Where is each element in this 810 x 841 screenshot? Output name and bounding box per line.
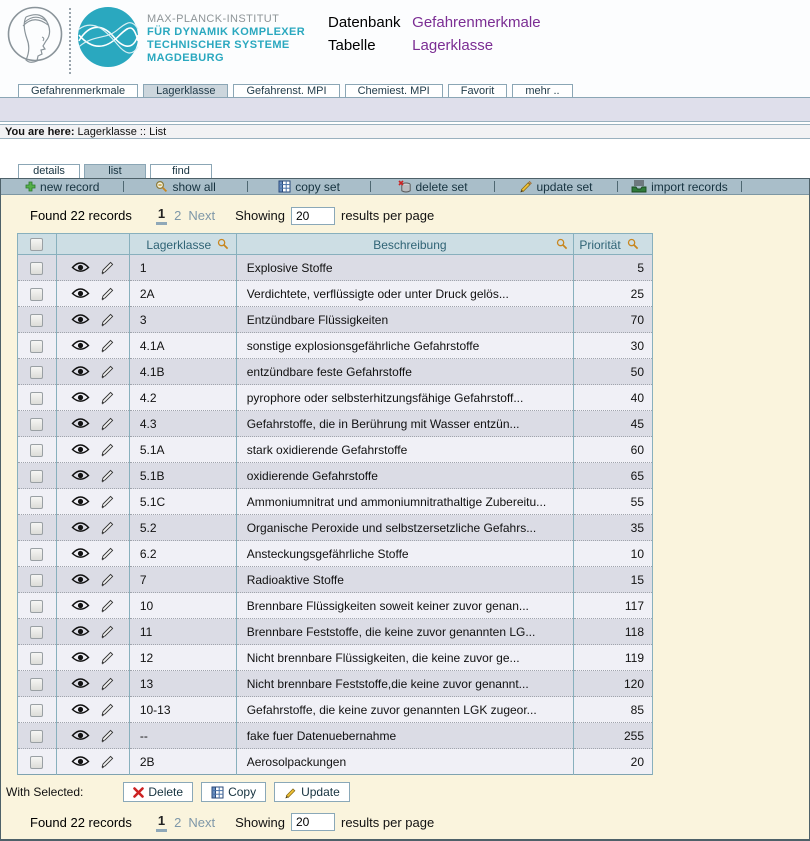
table-row (18, 567, 653, 593)
row-checkbox[interactable] (30, 288, 43, 301)
row-checkbox[interactable] (30, 704, 43, 717)
cell-prioritaet: 85 (574, 697, 653, 723)
row-checkbox[interactable] (30, 652, 43, 665)
table-row (18, 307, 653, 333)
view-icon[interactable] (71, 418, 90, 429)
edit-icon[interactable] (100, 339, 114, 353)
view-icon[interactable] (71, 730, 90, 741)
edit-icon[interactable] (100, 521, 114, 535)
view-icon[interactable] (71, 314, 90, 325)
tab-lagerklasse[interactable]: Lagerklasse (143, 84, 228, 97)
row-checkbox[interactable] (30, 548, 43, 561)
tab-chemiest-mpi[interactable]: Chemiest. MPI (345, 84, 443, 97)
cell-beschreibung: Verdichtete, verflüssigte oder unter Druck gelös... (236, 281, 573, 307)
edit-icon[interactable] (100, 313, 114, 327)
tab-gefahrenst-mpi[interactable]: Gefahrenst. MPI (233, 84, 339, 97)
table-tabs (0, 84, 810, 98)
table-grid-icon (278, 180, 291, 193)
row-checkbox[interactable] (30, 730, 43, 743)
breadcrumb-path: Lagerklasse :: List (74, 126, 167, 138)
row-checkbox[interactable] (30, 314, 43, 327)
search-icon[interactable] (217, 238, 229, 250)
cell-lagerklasse: 5.2 (129, 515, 236, 541)
view-icon[interactable] (71, 522, 90, 533)
cell-prioritaet: 255 (574, 723, 653, 749)
plus-icon (25, 181, 36, 192)
edit-icon[interactable] (100, 599, 114, 613)
datenbank-label: Datenbank (328, 14, 401, 31)
actions-column-header (56, 234, 129, 255)
view-icon[interactable] (71, 678, 90, 689)
view-icon[interactable] (71, 444, 90, 455)
cell-beschreibung: sonstige explosionsgefährliche Gefahrstoffe (236, 333, 573, 359)
row-checkbox[interactable] (30, 444, 43, 457)
row-checkbox[interactable] (30, 340, 43, 353)
with-selected-label: With Selected: (6, 785, 84, 799)
table-row (18, 463, 653, 489)
cell-lagerklasse: 10-13 (129, 697, 236, 723)
institute-line: FÜR DYNAMIK KOMPLEXER (147, 26, 306, 38)
results-per-page-input[interactable] (291, 813, 335, 831)
cell-prioritaet: 20 (574, 749, 653, 775)
trash-icon (398, 180, 412, 194)
view-icon[interactable] (71, 366, 90, 377)
magnifier-minus-icon (155, 180, 168, 193)
show-all-button[interactable]: show all (124, 179, 246, 194)
cell-lagerklasse: 5.1B (129, 463, 236, 489)
max-planck-minerva-logo (6, 4, 64, 64)
cell-prioritaet: 60 (574, 437, 653, 463)
edit-icon[interactable] (100, 495, 114, 509)
page-2-link[interactable]: 2 (174, 814, 182, 830)
view-icon[interactable] (71, 574, 90, 585)
copy-selected-button[interactable]: Copy (201, 782, 266, 802)
cell-prioritaet: 118 (574, 619, 653, 645)
table-row (18, 359, 653, 385)
cell-prioritaet: 55 (574, 489, 653, 515)
view-icon[interactable] (71, 600, 90, 611)
table-row (18, 697, 653, 723)
cell-prioritaet: 5 (574, 255, 653, 281)
cell-beschreibung: Gefahrstoffe, die in Berührung mit Wasser entzün... (236, 411, 573, 437)
cell-lagerklasse: 4.1A (129, 333, 236, 359)
list-content (1, 195, 809, 839)
view-icon[interactable] (71, 288, 90, 299)
cell-lagerklasse: 5.1C (129, 489, 236, 515)
edit-icon[interactable] (100, 287, 114, 301)
cell-prioritaet: 50 (574, 359, 653, 385)
cell-beschreibung: Nicht brennbare Flüssigkeiten, die keine zuvor ge... (236, 645, 573, 671)
subtab-details[interactable]: details (18, 164, 80, 178)
row-checkbox[interactable] (30, 522, 43, 535)
import-tray-icon (631, 180, 647, 193)
cell-beschreibung: Organische Peroxide und selbstzersetzliche Gefahrs... (236, 515, 573, 541)
delete-set-button[interactable]: delete set (371, 179, 493, 194)
results-per-page-label: results per page (340, 814, 435, 830)
cell-lagerklasse: 4.1B (129, 359, 236, 385)
cell-lagerklasse: 6.2 (129, 541, 236, 567)
table-row (18, 749, 653, 775)
cell-lagerklasse: 5.1A (129, 437, 236, 463)
row-checkbox[interactable] (30, 366, 43, 379)
cell-prioritaet: 15 (574, 567, 653, 593)
cell-beschreibung: Radioaktive Stoffe (236, 567, 573, 593)
row-checkbox[interactable] (30, 626, 43, 639)
institute-name (147, 13, 305, 65)
pagination-top (1, 195, 809, 227)
row-checkbox[interactable] (30, 470, 43, 483)
subtab-find[interactable]: find (150, 164, 212, 178)
cell-lagerklasse: 10 (129, 593, 236, 619)
row-checkbox[interactable] (30, 496, 43, 509)
institute-line: MAGDEBURG (147, 52, 224, 64)
cell-prioritaet: 65 (574, 463, 653, 489)
cell-beschreibung: Explosive Stoffe (236, 255, 573, 281)
next-page-link[interactable]: Next (188, 814, 216, 830)
table-grid-icon (211, 786, 224, 799)
table-header-row (18, 234, 653, 255)
row-checkbox[interactable] (30, 756, 43, 769)
update-set-button[interactable]: update set (495, 179, 617, 194)
spacer (0, 139, 810, 163)
tab-favorit[interactable]: Favorit (448, 84, 508, 97)
cell-prioritaet: 120 (574, 671, 653, 697)
with-selected-bar (6, 782, 809, 802)
edit-icon[interactable] (100, 703, 114, 717)
cell-prioritaet: 10 (574, 541, 653, 567)
row-checkbox[interactable] (30, 418, 43, 431)
column-header-prioritaet: Priorität (579, 237, 621, 252)
showing-label: Showing (235, 814, 285, 830)
table-row (18, 281, 653, 307)
breadcrumb-prefix: You are here: (5, 126, 75, 138)
view-icon[interactable] (71, 262, 90, 273)
view-subtabs (0, 163, 810, 178)
actions-toolbar (1, 178, 809, 195)
cell-beschreibung: Ammoniumnitrat und ammoniumnitrathaltige Zubereitu... (236, 489, 573, 515)
update-selected-button[interactable]: Update (274, 782, 350, 802)
edit-icon[interactable] (100, 573, 114, 587)
select-all-checkbox[interactable] (30, 238, 43, 251)
view-icon[interactable] (71, 392, 90, 403)
table-row (18, 515, 653, 541)
red-x-icon (133, 787, 144, 798)
tabelle-label: Tabelle (328, 37, 376, 54)
row-checkbox[interactable] (30, 392, 43, 405)
record-count: Found 22 records (30, 208, 132, 223)
cell-prioritaet: 25 (574, 281, 653, 307)
edit-icon[interactable] (100, 261, 114, 275)
tab-body-band (0, 98, 810, 122)
table-row (18, 541, 653, 567)
cell-prioritaet: 30 (574, 333, 653, 359)
page-current: 1 (156, 813, 167, 832)
breadcrumb (0, 124, 810, 139)
edit-icon[interactable] (100, 677, 114, 691)
institute-wave-logo (77, 6, 139, 68)
row-checkbox[interactable] (30, 678, 43, 691)
new-record-button[interactable]: new record (1, 179, 123, 194)
results-per-page-input[interactable] (291, 207, 335, 225)
cell-prioritaet: 35 (574, 515, 653, 541)
header-divider (69, 8, 71, 74)
cell-beschreibung: oxidierende Gefahrstoffe (236, 463, 573, 489)
pagination-bottom (1, 810, 809, 834)
edit-icon[interactable] (100, 547, 114, 561)
cell-lagerklasse: 1 (129, 255, 236, 281)
record-count: Found 22 records (30, 814, 132, 830)
edit-icon[interactable] (100, 417, 114, 431)
cell-prioritaet: 40 (574, 385, 653, 411)
cell-beschreibung: Gefahrstoffe, die keine zuvor genannten LGK zugeor... (236, 697, 573, 723)
database-link[interactable]: Gefahrenmerkmale (412, 14, 541, 31)
cell-beschreibung: stark oxidierende Gefahrstoffe (236, 437, 573, 463)
search-icon[interactable] (556, 238, 568, 250)
cell-prioritaet: 45 (574, 411, 653, 437)
cell-lagerklasse: 12 (129, 645, 236, 671)
toolbar-separator (741, 181, 742, 192)
cell-lagerklasse: -- (129, 723, 236, 749)
delete-selected-button[interactable]: Delete (123, 782, 193, 802)
column-header-beschreibung: Beschreibung (373, 237, 447, 252)
table-body (18, 255, 653, 775)
view-icon[interactable] (71, 548, 90, 559)
cell-lagerklasse: 13 (129, 671, 236, 697)
table-row (18, 411, 653, 437)
column-header-lagerklasse: Lagerklasse (146, 237, 212, 252)
table-row (18, 489, 653, 515)
results-per-page-label: results per page (340, 208, 435, 223)
table-row (18, 333, 653, 359)
edit-icon[interactable] (100, 651, 114, 665)
pencil-icon (519, 180, 532, 193)
cell-beschreibung: Brennbare Feststoffe, die keine zuvor genannten LG... (236, 619, 573, 645)
table-link[interactable]: Lagerklasse (412, 37, 494, 54)
cell-lagerklasse: 2B (129, 749, 236, 775)
view-icon[interactable] (71, 704, 90, 715)
cell-prioritaet: 70 (574, 307, 653, 333)
edit-icon[interactable] (100, 729, 114, 743)
cell-beschreibung: Aerosolpackungen (236, 749, 573, 775)
cell-beschreibung: Ansteckungsgefährliche Stoffe (236, 541, 573, 567)
table-row (18, 385, 653, 411)
tab-gefahrenmerkmale[interactable]: Gefahrenmerkmale (18, 84, 138, 97)
institute-line: TECHNISCHER SYSTEME (147, 39, 290, 51)
edit-icon[interactable] (100, 443, 114, 457)
row-checkbox[interactable] (30, 262, 43, 275)
row-checkbox[interactable] (30, 600, 43, 613)
cell-beschreibung: Entzündbare Flüssigkeiten (236, 307, 573, 333)
edit-icon[interactable] (100, 391, 114, 405)
tab-mehr[interactable]: mehr .. (512, 84, 572, 97)
pencil-icon (284, 786, 297, 799)
cell-beschreibung: Nicht brennbare Feststoffe,die keine zuvor genannt... (236, 671, 573, 697)
edit-icon[interactable] (100, 755, 114, 769)
table-row (18, 671, 653, 697)
table-row (18, 255, 653, 281)
next-page-link[interactable]: Next (188, 208, 216, 223)
table-row (18, 723, 653, 749)
cell-beschreibung: Brennbare Flüssigkeiten soweit keiner zuvor genan... (236, 593, 573, 619)
view-icon[interactable] (71, 340, 90, 351)
import-records-button[interactable]: import records (618, 179, 740, 194)
cell-beschreibung: pyrophore oder selbsterhitzungsfähige Gefahrstoff... (236, 385, 573, 411)
search-icon[interactable] (627, 238, 639, 250)
cell-beschreibung: entzündbare feste Gefahrstoffe (236, 359, 573, 385)
view-icon[interactable] (71, 470, 90, 481)
cell-beschreibung: fake fuer Datenuebernahme (236, 723, 573, 749)
view-icon[interactable] (71, 496, 90, 507)
app-header (0, 0, 810, 84)
table-row (18, 437, 653, 463)
row-checkbox[interactable] (30, 574, 43, 587)
edit-icon[interactable] (100, 469, 114, 483)
page-current: 1 (156, 206, 167, 225)
page-2-link[interactable]: 2 (174, 208, 182, 223)
copy-set-button[interactable]: copy set (248, 179, 370, 194)
subtab-list[interactable]: list (84, 164, 146, 178)
cell-lagerklasse: 11 (129, 619, 236, 645)
cell-lagerklasse: 7 (129, 567, 236, 593)
table-row (18, 593, 653, 619)
edit-icon[interactable] (100, 365, 114, 379)
showing-label: Showing (235, 208, 285, 223)
table-row (18, 645, 653, 671)
cell-lagerklasse: 4.3 (129, 411, 236, 437)
cell-lagerklasse: 4.2 (129, 385, 236, 411)
view-icon[interactable] (71, 756, 90, 767)
records-table (17, 233, 653, 775)
edit-icon[interactable] (100, 625, 114, 639)
table-row (18, 619, 653, 645)
view-icon[interactable] (71, 652, 90, 663)
cell-prioritaet: 117 (574, 593, 653, 619)
cell-lagerklasse: 2A (129, 281, 236, 307)
cell-lagerklasse: 3 (129, 307, 236, 333)
view-icon[interactable] (71, 626, 90, 637)
institute-line: MAX-PLANCK-INSTITUT (147, 13, 280, 25)
cell-prioritaet: 119 (574, 645, 653, 671)
